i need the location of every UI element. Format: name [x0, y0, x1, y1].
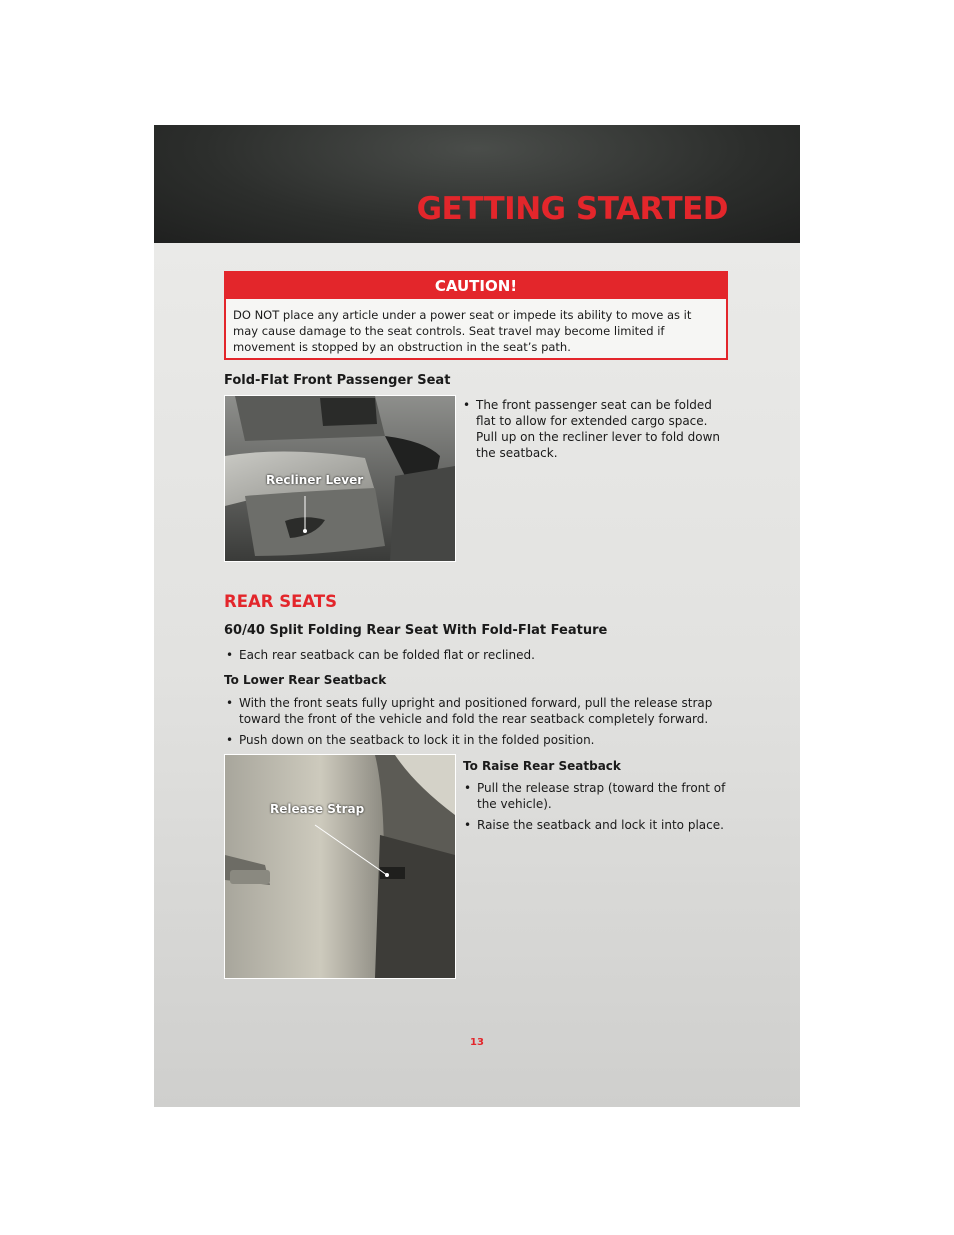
fold-flat-bullets — [462, 397, 732, 466]
list-item: • Raise the seatback and lock it into place. — [463, 817, 731, 833]
lower-seatback-bullets — [225, 695, 730, 753]
split-folding-heading: 60/40 Split Folding Rear Seat With Fold-Flat Feature — [224, 623, 608, 638]
list-item: • With the front seats fully upright and positioned forward, pull the release strap toward the front of the vehicle and fold the rear seatback completely forward. — [225, 695, 730, 727]
release-strap-label: Release Strap — [270, 802, 365, 816]
manual-page — [154, 125, 800, 1107]
lower-seatback-heading: To Lower Rear Seatback — [224, 673, 387, 687]
list-item: • Each rear seatback can be folded flat or reclined. — [225, 647, 730, 663]
caution-heading: CAUTION! — [226, 273, 726, 299]
caution-box — [224, 271, 728, 360]
fold-flat-heading: Fold-Flat Front Passenger Seat — [224, 373, 451, 388]
caution-text: DO NOT place any article under a power seat or impede its ability to move as it may cause damage to the seat controls. Seat travel may become limited if movement is stopped by an obstruction in the seat’s path. — [233, 308, 692, 354]
rear-seats-heading: REAR SEATS — [224, 592, 337, 611]
rear-seat-bullets — [225, 647, 730, 668]
recliner-lever-label: Recliner Lever — [266, 473, 364, 487]
release-strap-photo — [224, 754, 456, 979]
page-number: 13 — [470, 1037, 484, 1048]
raise-seatback-bullets — [463, 780, 731, 838]
recliner-lever-photo — [224, 395, 456, 562]
list-item: • The front passenger seat can be folded flat to allow for extended cargo space. Pull up on the recliner lever to fold down the seatback. — [462, 397, 732, 461]
page-title: GETTING STARTED — [416, 191, 728, 227]
page-header — [154, 125, 800, 243]
raise-seatback-heading: To Raise Rear Seatback — [463, 759, 621, 773]
list-item: • Push down on the seatback to lock it in the folded position. — [225, 732, 730, 748]
list-item: • Pull the release strap (toward the front of the vehicle). — [463, 780, 731, 812]
